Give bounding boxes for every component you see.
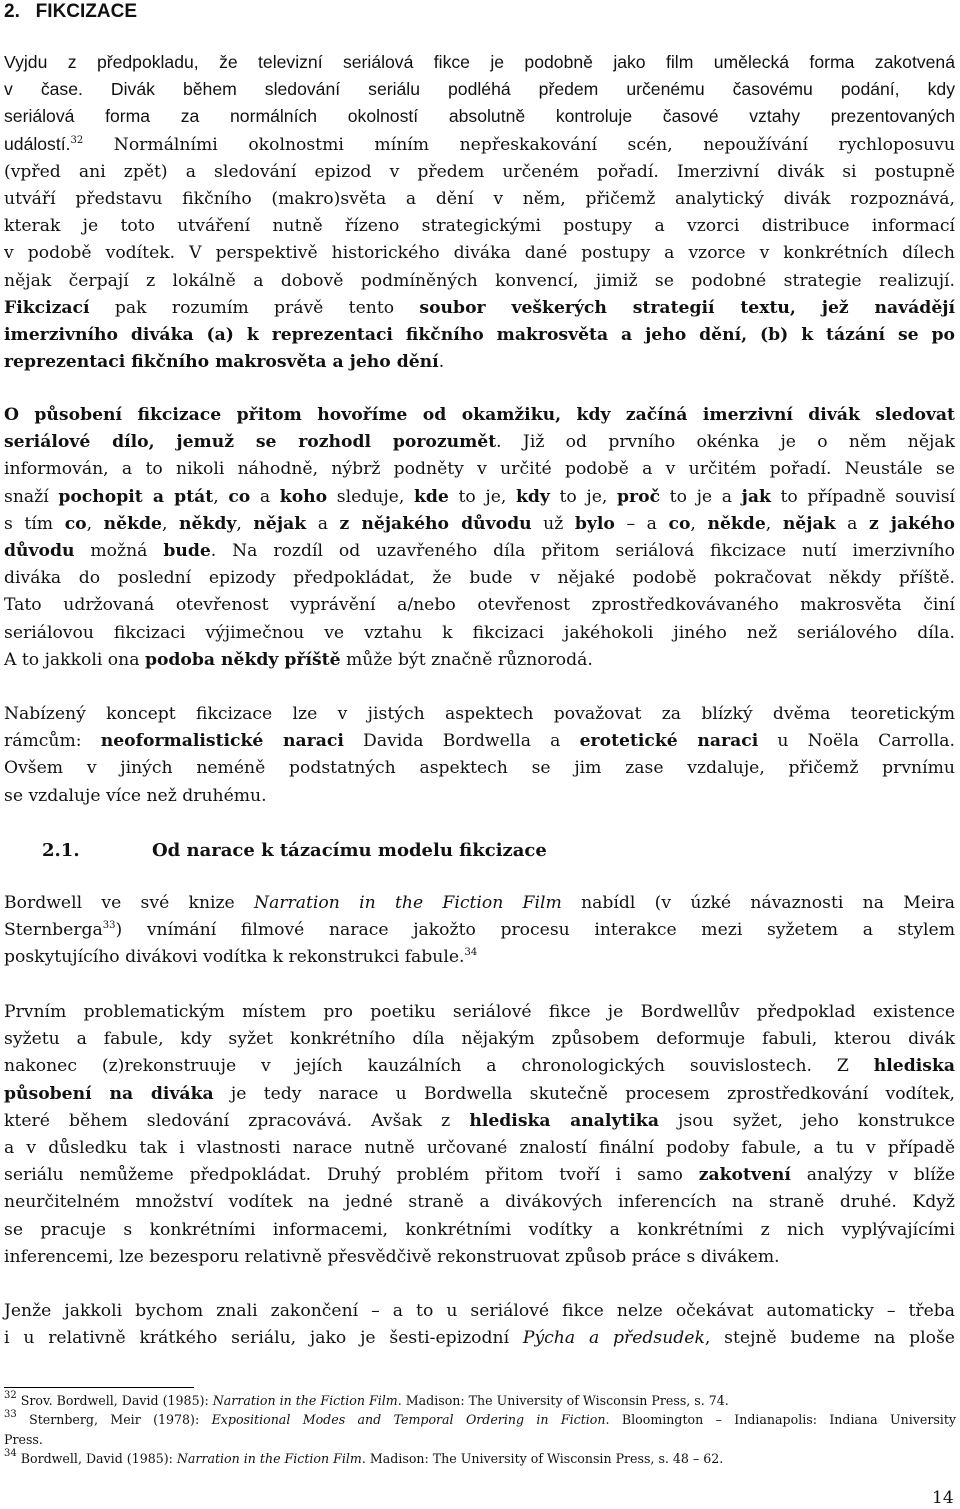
text-line: rámcům: neoformalistické naraci Davida Bordwella a erotetické naraci u Noëla Carrolla.	[4, 731, 955, 752]
page-number: 14	[932, 1488, 954, 1508]
text-line: Prvním problematickým místem pro poetiku seriálové fikce je Bordwellův předpoklad existence	[4, 1002, 955, 1022]
text-line: událostí.$^{32}$ Normálními okolnostmi míním nepřeskakování scén, nepoužívání rychloposuvu	[4, 133, 955, 155]
text-line: důvodu možná bude. Na rozdíl od uzavřeného díla přitom seriálová fikcizace nutí imerzivního	[4, 541, 955, 562]
text-line: inferencemi, lze bezesporu relativně přesvědčivě rekonstruovat způsob práce s divákem.	[4, 1246, 780, 1267]
text-line: Bordwell ve své knize Narration in the Fiction Film nabídl (v úzké návaznosti na Meira	[4, 893, 955, 913]
paragraph-ending	[4, 1298, 955, 1352]
footnote-ref-34[interactable]: 34	[464, 947, 478, 959]
text-line: Jenže jakkoli bychom znali zakončení – a to u seriálové fikce nelze očekávat automaticky – třeba	[4, 1301, 955, 1321]
text-line: se vzdaluje více než druhému.	[4, 785, 267, 806]
text-line: reprezentaci fikčního makrosvěta a jeho dění.	[4, 352, 445, 373]
footnote-32: $^{32}$ Srov. Bordwell, David (1985): Narration in the Fiction Film. Madison: The University of Wisconsin Press, s. 74.	[4, 1390, 729, 1408]
text-line: které během sledování zpracovává. Avšak z hlediska analytika jsou syžet, jeho konstrukce	[4, 1110, 955, 1131]
footnote-ref-32[interactable]: 32	[70, 134, 84, 146]
text-line: s tím co, někde, někdy, nějak a z nějakého důvodu už bylo – a co, někde, nějak a z jakého	[4, 513, 955, 534]
text-line: Nabízený koncept fikcizace lze v jistých aspektech považovat za blízký dvěma teoretickým	[4, 704, 955, 724]
text-line: i u relativně krátkého seriálu, jako je šesti-epizodní Pýcha a předsudek, stejně budeme na ploše	[4, 1328, 955, 1349]
text-line: působení na diváka je tedy narace u Bordwella skutečně procesem zprostředkování vodítek,	[4, 1083, 956, 1104]
footnote-ref-33[interactable]: 33	[102, 920, 116, 932]
text-line: se pracuje s konkrétními informacemi, konkrétními vodítky a konkrétními z nich vyplývajícími	[4, 1219, 955, 1240]
text-line: seriálová forma za normálních okolností absolutně kontroluje časové vztahy prezentovaných	[4, 106, 955, 127]
footnote-33: $^{33}$ Sternberg, Meir (1978): Expositional Modes and Temporal Ordering in Fiction. Bloomington – Indianapolis: Indiana University Press.	[4, 1409, 956, 1447]
text-line: informován, a to nikoli náhodně, nýbrž podněty v určité podobě a v určitém pořadí. Neustále se	[4, 459, 955, 480]
text-line: (vpřed ani zpět) a sledování epizod v předem určeném pořadí. Imerzivní divák si postupně	[4, 161, 955, 182]
text-line: v podobě vodítek. V perspektivě historického diváka dané postupy a vzorce v konkrétních dílech	[4, 243, 955, 264]
subsection-title: Od narace k tázacímu modelu fikcizace	[152, 840, 547, 861]
paragraph-fikcizace-action	[4, 402, 955, 674]
text-line: v čase. Divák během sledování seriálu podléhá předem určenému časovému podání, kdy	[4, 79, 955, 100]
text-line: seriálu nemůžeme předpokládat. Druhý problém přitom tvoří i samo zakotvení analýzy v blíže	[4, 1165, 955, 1186]
text-line: Vyjdu z předpokladu, že televizní seriálová fikce je podobně jako film umělecká forma zakotvená	[4, 52, 955, 72]
text-line: poskytujícího divákovi vodítka k rekonstrukci fabule.$^{34}$	[4, 947, 478, 968]
footnote-separator	[4, 1387, 194, 1388]
text-line: utváří představu fikčního (makro)světa a dění v něm, přičemž analytický divák rozpoznává,	[4, 189, 955, 210]
text-line: diváka do poslední epizody předpokládat, že bude v nějaké podobě pokračovat někdy příště.	[4, 568, 955, 589]
subsection-number: 2.1.	[42, 840, 80, 861]
text-line: neurčitelném množství vodítek na jedné straně a divákových inferencích na straně druhé. Když	[4, 1192, 955, 1213]
paragraph-concept	[4, 701, 955, 810]
text-line: A to jakkoli ona podoba někdy příště může být značně různorodá.	[4, 649, 593, 670]
footnote-34: $^{34}$ Bordwell, David (1985): Narration in the Fiction Film. Madison: The University of Wisconsin Press, s. 48 – 62.	[4, 1448, 724, 1466]
text-line: imerzivního diváka (a) k reprezentaci fikčního makrosvěta a jeho dění, (b) k tázání se po	[4, 325, 955, 346]
text-line: O působení fikcizace přitom hovoříme od okamžiku, kdy začíná imerzivní divák sledovat	[4, 405, 955, 425]
paragraph-bordwell	[4, 890, 955, 972]
section-heading: 2. FIKCIZACE	[4, 1, 138, 22]
text-line: nakonec (z)rekonstruuje v jejích kauzálních a chronologických souvislostech. Z hlediska	[4, 1056, 955, 1077]
text-line: Ovšem v jiných neméně podstatných aspektech se jim zase vzdaluje, přičemž prvnímu	[4, 758, 955, 779]
text-line: syžetu a fabule, kdy syžet konkrétního díla nějakým způsobem deformuje fabuli, kterou divák	[4, 1029, 955, 1050]
text-line: a v důsledku tak i vlastnosti narace nutně určované znalostí finální podoby fabule, a tu v případě	[4, 1138, 955, 1159]
text-line: nějak čerpají z lokálně a dobově podmíněných konvencí, jimiž se podobné strategie realizují.	[4, 270, 955, 291]
text-line: Sternberga$^{33}$) vnímání filmové narace jakožto procesu interakce mezi syžetem a stylem	[4, 920, 955, 941]
text-line: kterak je toto utváření nutně řízeno strategickými postupy a vzorci distribuce informací	[4, 216, 955, 237]
text-line: Fikcizací pak rozumím právě tento soubor veškerých strategií textu, jež navádějí	[4, 297, 955, 318]
text-line: seriálové dílo, jemuž se rozhodl porozumět. Již od prvního okénka je o něm nějak	[4, 432, 955, 453]
paragraph-intro	[4, 49, 955, 376]
text-line: snaží pochopit a ptát, co a koho sleduje, kde to je, kdy to je, proč to je a jak to případně souvisí	[4, 486, 956, 507]
paragraph-problems	[4, 999, 955, 1271]
text-line: seriálovou fikcizaci výjimečnou ve vztahu k fikcizaci jakéhokoli jiného než seriálového díla.	[4, 622, 955, 643]
text-line: Tato udržovaná otevřenost vyprávění a/nebo otevřenost zprostředkovávaného makrosvěta činí	[4, 595, 955, 616]
